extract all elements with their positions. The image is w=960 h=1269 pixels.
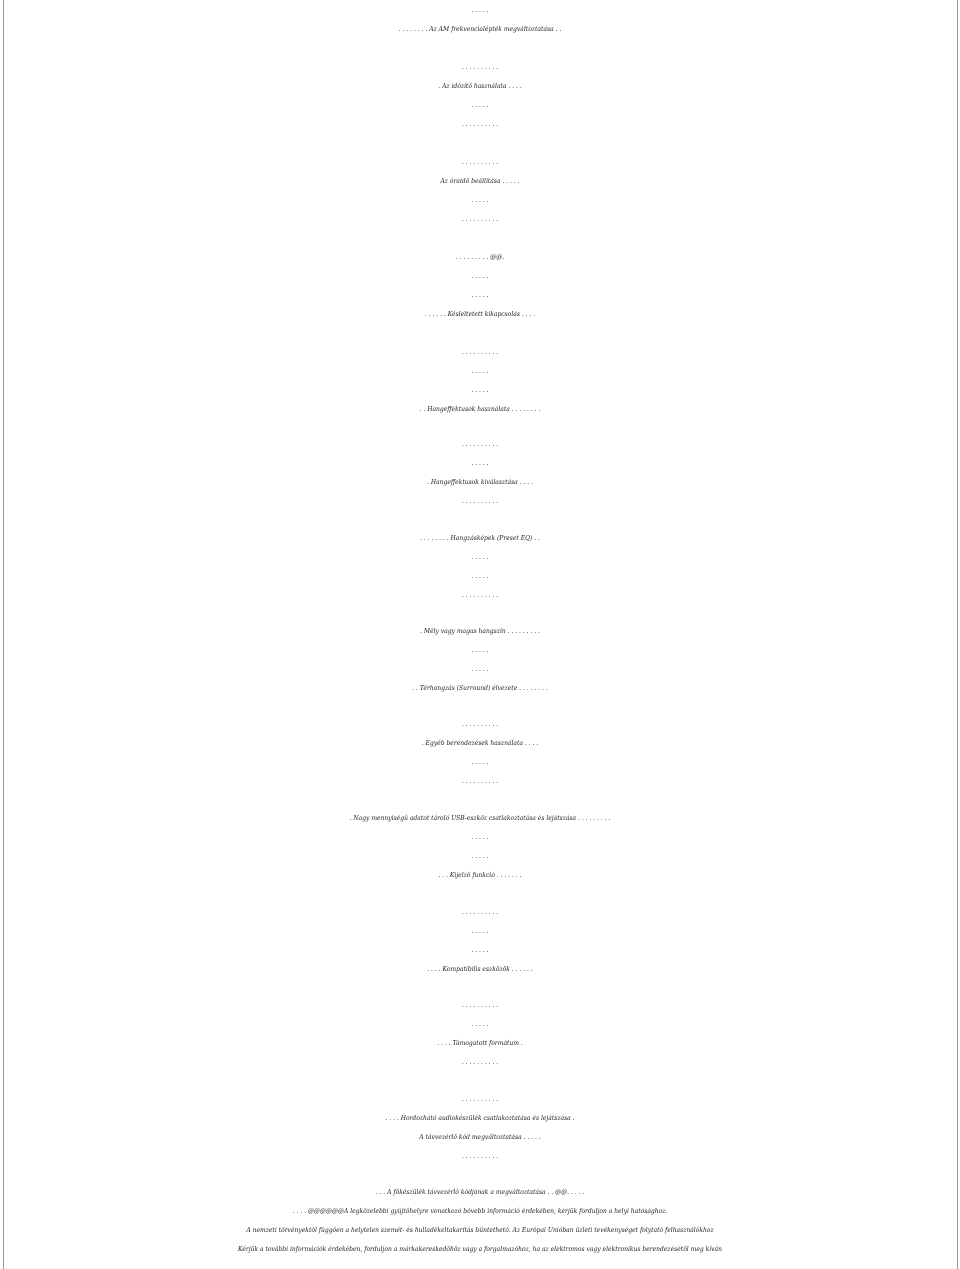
toc-line: . . . . . . . . . . — [461, 1153, 499, 1160]
toc-line: . . . . . . . . . . — [461, 778, 499, 785]
toc-line: . . . . . — [471, 759, 489, 766]
toc-line: . . . . . . . . . . — [461, 1096, 499, 1103]
toc-line: . . . . . . . . . . — [461, 721, 499, 728]
toc-line: . . . . . . . . . @@. — [455, 254, 505, 261]
toc-line: . . . . . — [471, 292, 489, 299]
toc-line: . . . . . . . . . . — [461, 349, 499, 356]
toc-line: . . . . . . . . . . — [461, 216, 499, 223]
toc-line: . . . . . . . . . . — [461, 1059, 499, 1066]
toc-line: . . . . . — [471, 666, 489, 673]
toc-line: . . . . . — [471, 7, 489, 14]
toc-line: . . . . . . . . . . — [461, 909, 499, 916]
toc-line: . . . . . . . . . . — [461, 1002, 499, 1009]
toc-line: . . . . . — [471, 102, 489, 109]
toc-line: . . . . Támogatott formátum . — [437, 1040, 523, 1047]
toc-line: . Egyéb berendezések használata . . . . — [421, 740, 539, 747]
toc-line: . . . . Hordozható audiokészülék csatlakoztatása és lejátszása . — [385, 1115, 575, 1122]
toc-line: . . . . . — [471, 947, 489, 954]
toc-line: Az óraidô beállítása . . . . . — [440, 178, 520, 185]
toc-line: . . . . . — [471, 554, 489, 561]
footer-line: . . . . @@@@@@A legközelebbi gyûjtôhelyre vonatkozó bôvebb információ érdekében, kérjük forduljon a helyi hatósághoz. — [292, 1208, 668, 1215]
toc-line: . . . . . . . . . . — [461, 498, 499, 505]
toc-line: . Mély vagy magas hangszín . . . . . . . . . — [420, 628, 540, 635]
toc-line: . Hangeffektusok kiválasztása . . . . — [427, 479, 533, 486]
toc-line: . . . . Kompatibilis eszközök . . . . . . — [427, 966, 533, 973]
toc-line: . . . . . — [471, 647, 489, 654]
toc-line: . . . . . — [471, 834, 489, 841]
footer-line: Kérjük a további információk érdekében, forduljon a márkakereskedôhöz vagy a forgalmazóhoz, ha az elektromos vagy elektronikus berendezésétôl meg kíván — [237, 1246, 723, 1253]
toc-line: . . . . . . . . . . — [461, 64, 499, 71]
toc-line: . . . . . . Késleltetett kikapcsolás . . . . — [424, 311, 536, 318]
toc-line: . Az idôzítô használata . . . . — [438, 83, 522, 90]
toc-line: . . Hangeffektusok használata . . . . . . . . — [419, 406, 541, 413]
toc-line: . . . . . — [471, 460, 489, 467]
toc-line: . . . . . . . . Az AM frekvencialépték megváltoztatása . . — [398, 26, 562, 33]
toc-line: . . . . . — [471, 1021, 489, 1028]
toc-line: . . . . . . . . . . — [461, 121, 499, 128]
toc-line: . . . . . — [471, 273, 489, 280]
toc-line: . . . . . — [471, 197, 489, 204]
toc-line: . . . . . — [471, 368, 489, 375]
footer-line: A nemzeti törvényektôl függôen a helytelen szemét- és hulladékeltakarítás büntethetô. Az Európai Unióban üzleti tevékenységet folytató felhasználókhoz — [246, 1227, 714, 1234]
toc-line: . . . . . . . . . . — [461, 441, 499, 448]
toc-line: A távvezérlô kód megváltoztatása . . . . . — [419, 1134, 541, 1141]
toc-line: . . . . . — [471, 853, 489, 860]
toc-line: . . . . . . . . . . — [461, 159, 499, 166]
toc-line: . Nagy mennyiségû adatot tároló USB-eszköz csatlakoztatása és lejátszása . . . . . . . . . — [349, 815, 611, 822]
toc-line: . . . A fôkészülék távvezérlô kódjának a megváltoztatása . . @@. . . . . — [375, 1189, 585, 1196]
toc-line: . . . Kijelzô funkció . . . . . . . — [438, 872, 522, 879]
toc-line: . . . . . — [471, 928, 489, 935]
toc-line: . . . . . — [471, 387, 489, 394]
toc-line: . . . . . — [471, 573, 489, 580]
toc-line: . . Térhangzás (Surround) élvezete . . . . . . . . — [412, 685, 548, 692]
toc-line: . . . . . . . . . . — [461, 592, 499, 599]
toc-line: . . . . . . . . Hangzásképek (Preset EQ) . . — [420, 535, 540, 542]
